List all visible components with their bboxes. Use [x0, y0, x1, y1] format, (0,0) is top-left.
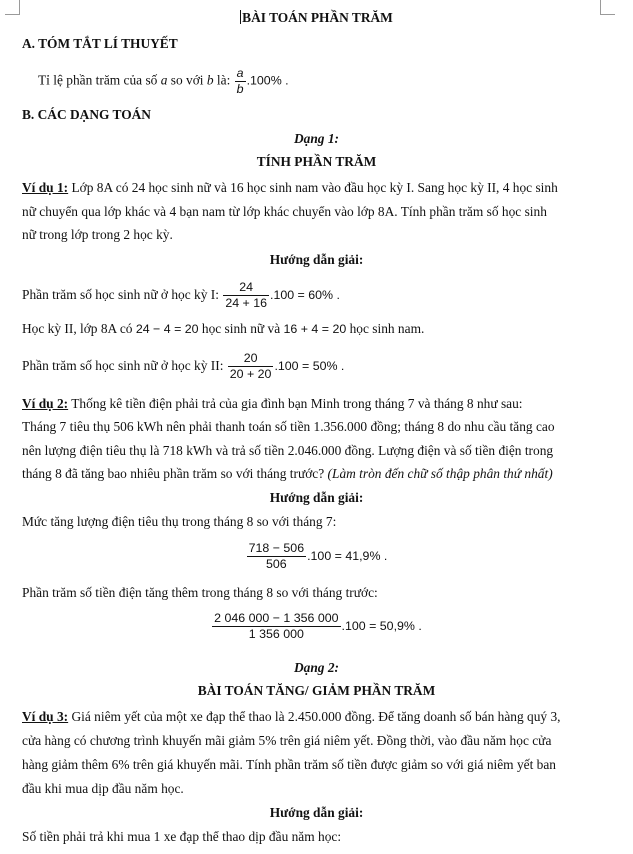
fraction-a-over-b: $\frac{a}{b}$: [236, 66, 244, 96]
dang2-title: BÀI TOÁN TĂNG/ GIẢM PHẦN TRĂM: [197, 683, 436, 698]
section-a-heading: A. TÓM TẮT LÍ THUYẾT: [22, 36, 178, 51]
vd2-line4: tháng 8 đã tăng bao nhiêu phần trăm so với tháng trước? (Làm tròn đến chữ số thập phân thứ nhất): [22, 466, 553, 481]
vd2-guide-heading: Hướng dẫn giải:: [269, 490, 364, 505]
text-cursor: [240, 10, 241, 24]
vd3-guide-heading: Hướng dẫn giải:: [269, 805, 364, 820]
vd3-line1: Ví dụ 3: Giá niêm yết của một xe đạp thể thao là 2.450.000 đồng. Để tăng doanh số bán hàng quý 3,: [22, 709, 561, 724]
document-title: BÀI TOÁN PHẦN TRĂM: [242, 10, 393, 25]
fraction-20-over-40: $\frac{20}{20 + 20}$: [229, 351, 272, 382]
fraction-electricity-increase: $\frac{718 - 506}{506}$: [248, 541, 305, 572]
vd1-step2: Học kỳ II, lớp 8A có 24 − 4 = 20 học sinh nữ và 16 + 4 = 20 học sinh nam.: [22, 321, 425, 336]
vd3-line2: cửa hàng có chương trình khuyến mãi giảm 5% trên giá niêm yết. Đồng thời, vào đầu năm học cửa: [22, 733, 552, 748]
vd2-line2: Tháng 7 tiêu thụ 506 kWh nên phải thanh toán số tiền 1.356.000 đồng; tháng 8 do nhu cầu tăng cao: [22, 419, 555, 434]
section-b-heading: B. CÁC DẠNG TOÁN: [22, 107, 151, 122]
vd2-formula2: $\frac{2 046 000 - 1 356 000}{1 356 000}$ .100 = 50,9% .: [214, 611, 422, 642]
vd3-step1: Số tiền phải trả khi mua 1 xe đạp thể thao dịp đầu năm học:: [22, 829, 342, 844]
vd2-line1: Ví dụ 2: Thống kê tiền điện phải trả của gia đình bạn Minh trong tháng 7 và tháng 8 như sau:: [22, 396, 523, 411]
vd1-guide-heading: Hướng dẫn giải:: [269, 252, 364, 267]
dang1-label: Dạng 1:: [293, 131, 339, 146]
vd1-line3: nữ trong lớp trong 2 học kỳ.: [22, 227, 173, 242]
vd2-step2: Phần trăm số tiền điện tăng thêm trong tháng 8 so với tháng trước:: [22, 585, 378, 600]
vd1-line1: Ví dụ 1: Lớp 8A có 24 học sinh nữ và 16 học sinh nam vào đầu học kỳ I. Sang học kỳ II, 4 học sinh: [22, 180, 558, 195]
fraction-24-over-40: $\frac{24}{24 + 16}$: [225, 280, 267, 311]
vd1-step3: Phần trăm số học sinh nữ ở học kỳ II: $\frac{20}{20 + 20}$ .100 = 50% .: [22, 351, 345, 382]
dang2-label: Dạng 2:: [293, 660, 339, 675]
vd2-line3: nên lượng điện tiêu thụ là 718 kWh và trả số tiền 2.046.000 đồng. Lượng điện và số tiền điện trong: [22, 443, 554, 458]
vd3-line3: hàng giảm thêm 6% trên giá khuyến mãi. Tính phần trăm số tiền được giảm so với giá niêm yết ban: [22, 757, 556, 772]
dang1-title: TÍNH PHẦN TRĂM: [256, 154, 377, 169]
fraction-money-increase: $\frac{2 046 000 - 1 356 000}{1 356 000}$: [214, 611, 339, 642]
vd1-step1: Phần trăm số học sinh nữ ở học kỳ I: $\frac{24}{24 + 16}$ .100 = 60% .: [22, 280, 340, 311]
vd3-line4: đầu khi mua dịp đầu năm học.: [22, 781, 184, 796]
vd2-step1: Mức tăng lượng điện tiêu thụ trong tháng 8 so với tháng 7:: [22, 514, 337, 529]
vd1-line2: nữ chuyển qua lớp khác và 4 bạn nam từ lớp khác chuyển vào lớp 8A. Tính phần trăm số học sinh: [22, 204, 547, 219]
theory-rule: Tỉ lệ phần trăm của số a so với b là: $\frac{a}{b}$ .100% .: [38, 66, 289, 96]
vd2-formula1: $\frac{718 - 506}{506}$ .100 = 41,9% .: [248, 541, 388, 572]
